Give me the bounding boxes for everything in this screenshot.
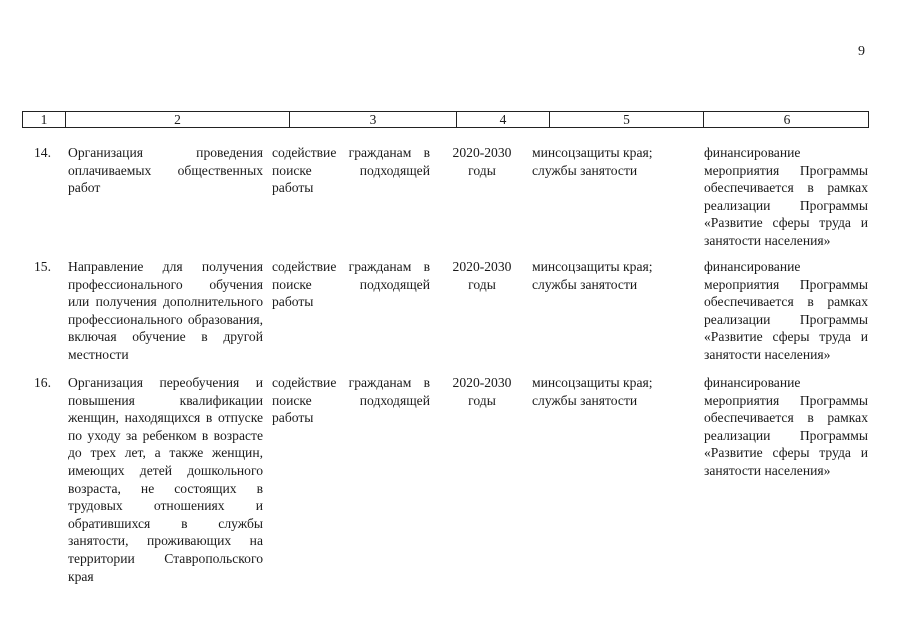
row-goal: содействие гражданам в поиске подходящей работы: [272, 259, 430, 310]
header-col-4: 4: [456, 112, 549, 127]
row-number: 15.: [34, 259, 51, 274]
header-col-3: 3: [289, 112, 456, 127]
row-action: Организация проведения оплачиваемых общественных работ: [68, 145, 263, 196]
row-number: 16.: [34, 375, 51, 390]
header-col-1: 1: [40, 112, 48, 127]
row-goal: содействие гражданам в поиске подходящей работы: [272, 375, 430, 426]
header-col-2: 2: [65, 112, 289, 127]
row-number: 14.: [34, 145, 51, 160]
header-col-5: 5: [549, 112, 703, 127]
page-number: 9: [858, 44, 865, 59]
row-funding: финансирование мероприятия Программы обеспечивается в рамках реализации Программы «Развитие сферы труда и занятости населения»: [704, 145, 868, 248]
row-goal: содействие гражданам в поиске подходящей работы: [272, 145, 430, 196]
row-action: Направление для получения профессионального обучения или получения дополнительного профессионального образования, включая обучение в другой местности: [68, 259, 263, 362]
row-action: Организация переобучения и повышения квалификации женщин, находящихся в отпуске по уходу за ребенком в возрасте до трех лет, а также женщин, имеющих детей дошкольного возраста, не состоящих в трудовых отношениях и обратившихся в службы занятости, проживающих на территории Ставропольского края: [68, 375, 263, 584]
row-period: 2020-2030 годы: [452, 259, 512, 292]
table-header: [22, 111, 869, 128]
row-period: 2020-2030 годы: [452, 375, 512, 408]
row-funding: финансирование мероприятия Программы обеспечивается в рамках реализации Программы «Развитие сферы труда и занятости населения»: [704, 259, 868, 362]
row-period: 2020-2030 годы: [452, 145, 512, 178]
row-executor: минсоцзащиты края; службы занятости: [532, 145, 653, 178]
row-executor: минсоцзащиты края; службы занятости: [532, 375, 653, 408]
row-funding: финансирование мероприятия Программы обеспечивается в рамках реализации Программы «Развитие сферы труда и занятости населения»: [704, 375, 868, 478]
row-executor: минсоцзащиты края; службы занятости: [532, 259, 653, 292]
header-col-6: 6: [703, 112, 870, 127]
